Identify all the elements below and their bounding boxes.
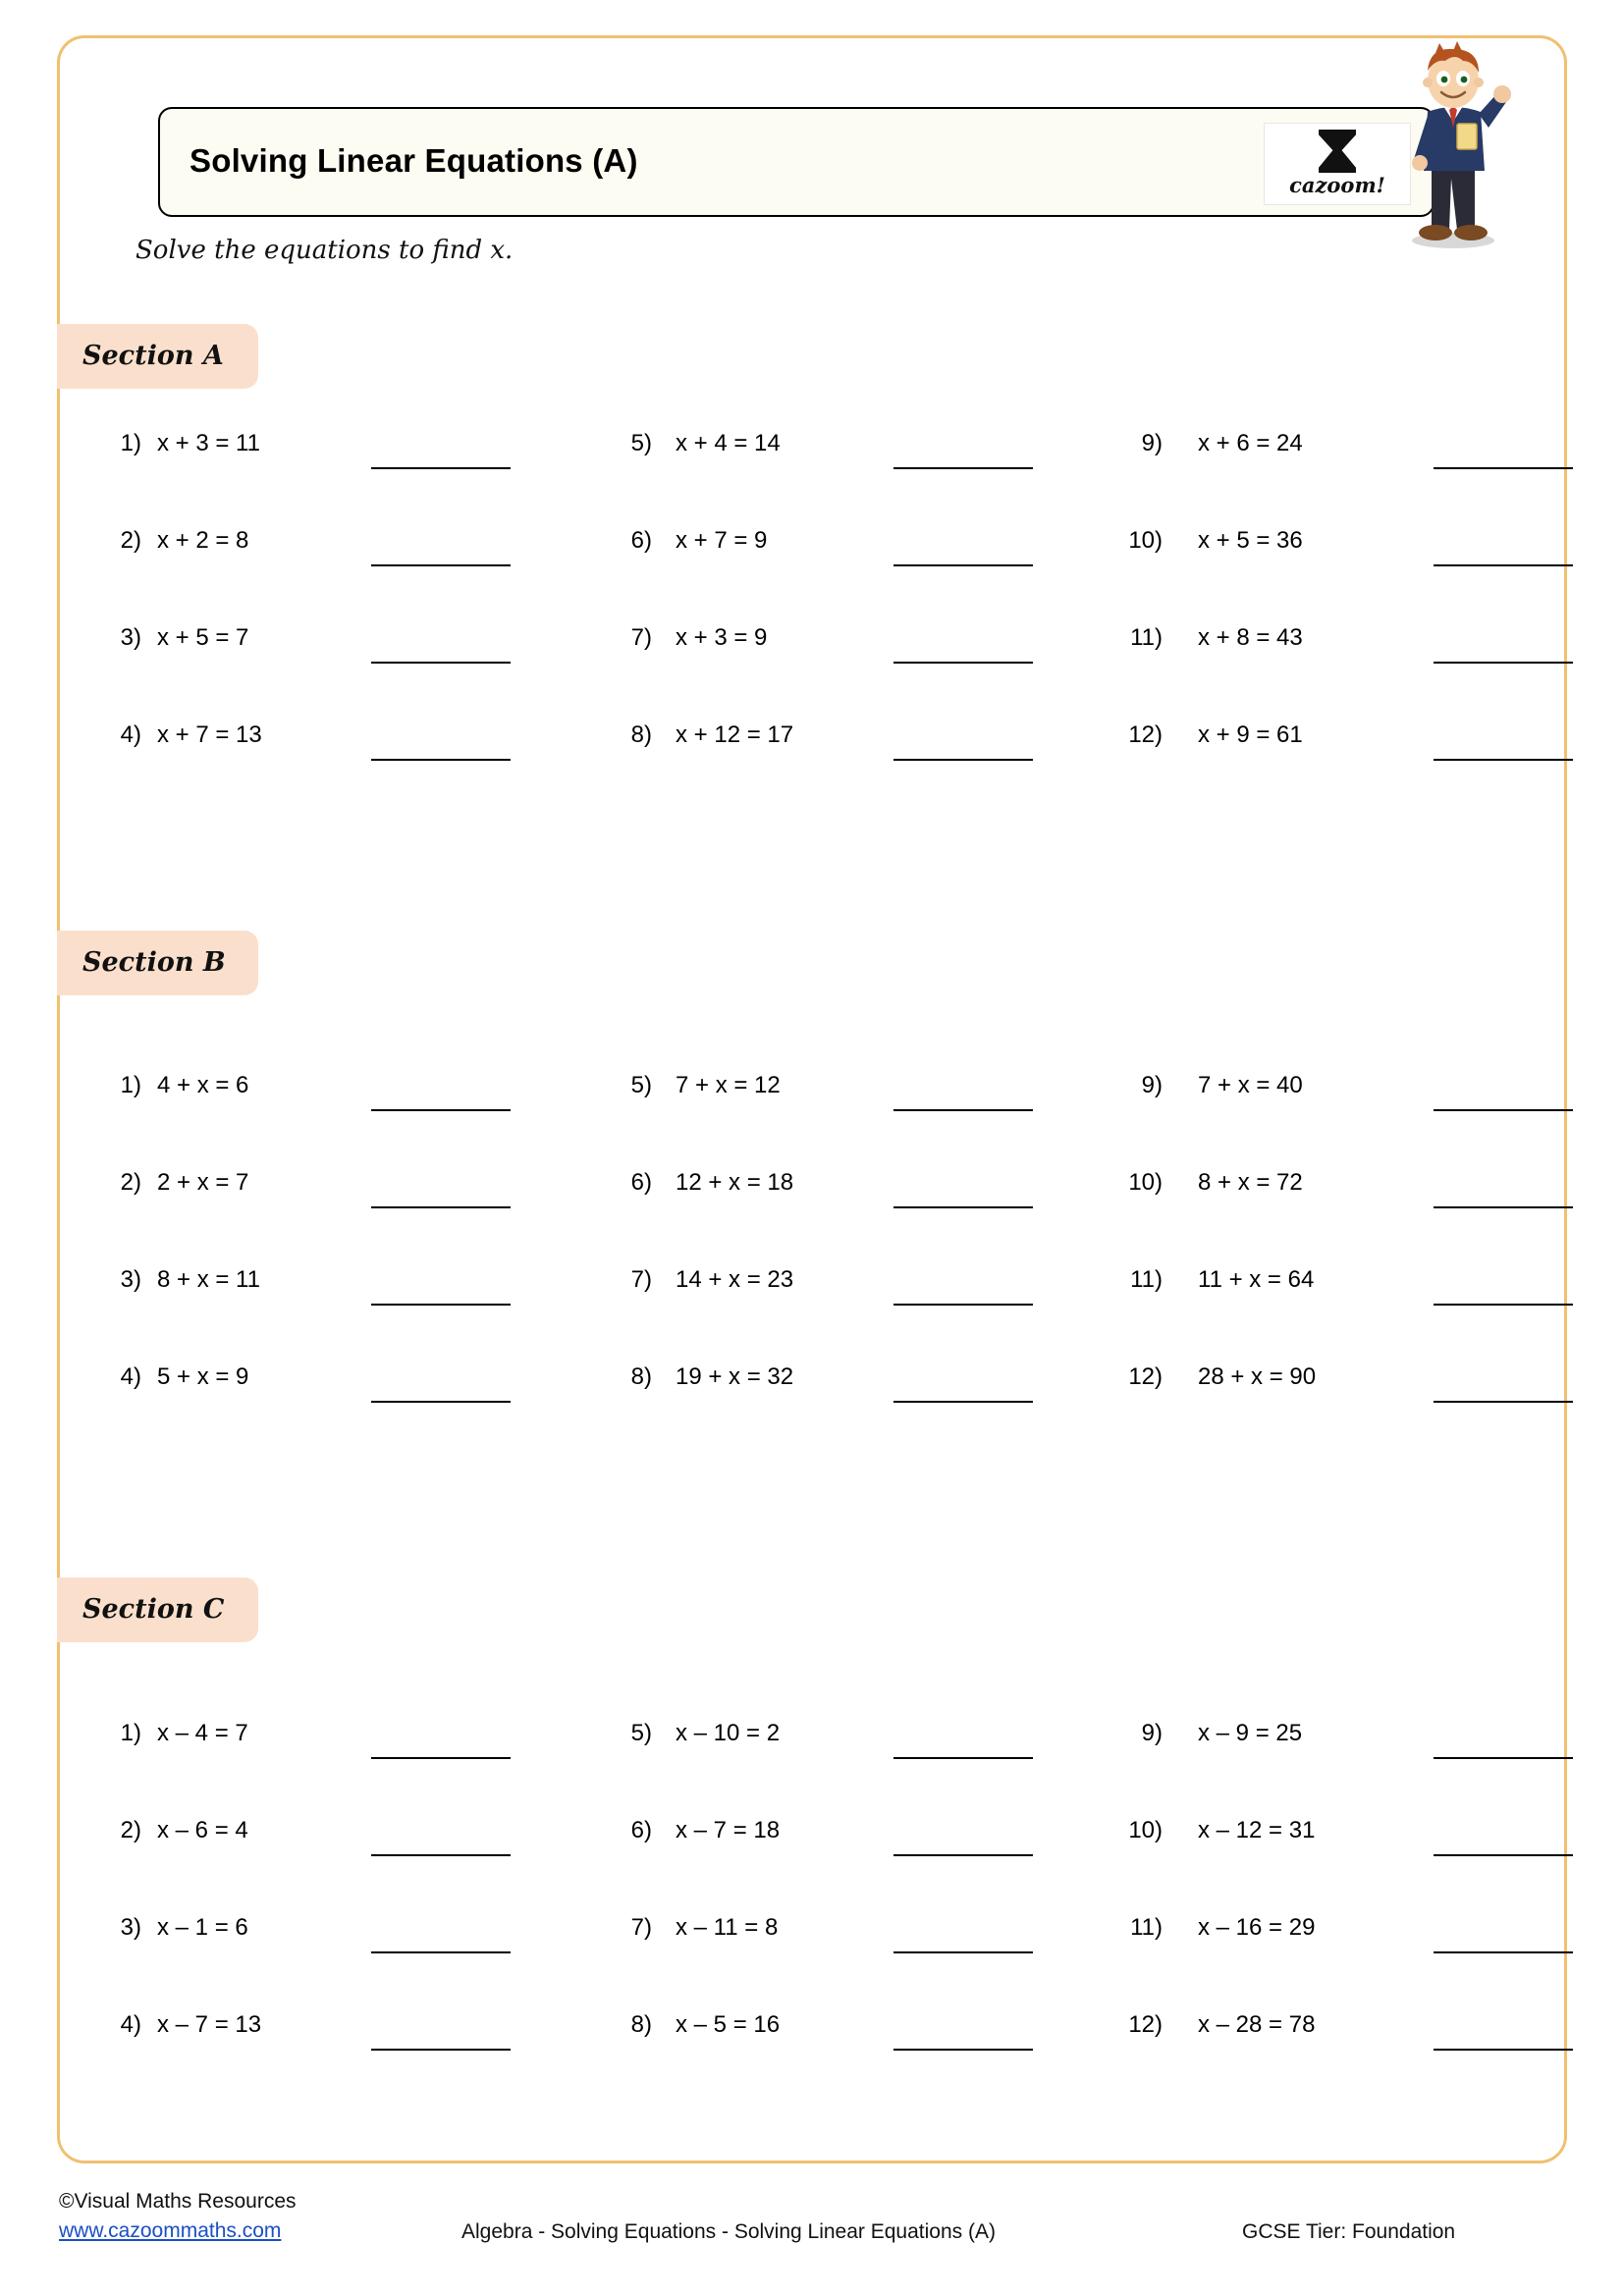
question-item bbox=[599, 2011, 1060, 2109]
answer-line[interactable] bbox=[1434, 2049, 1573, 2051]
answer-line[interactable] bbox=[1434, 1206, 1573, 1208]
question-equation: x – 5 = 16 bbox=[676, 2011, 781, 2038]
question-equation: x – 11 = 8 bbox=[676, 1914, 779, 1941]
section-label: Section C bbox=[82, 1594, 225, 1625]
answer-line[interactable] bbox=[893, 759, 1033, 761]
answer-line[interactable] bbox=[893, 1109, 1033, 1111]
question-item bbox=[88, 1266, 550, 1363]
question-number: 2) bbox=[120, 1169, 141, 1196]
question-column bbox=[1110, 430, 1571, 819]
question-equation: x + 3 = 9 bbox=[676, 624, 768, 651]
question-number: 12) bbox=[1128, 721, 1163, 748]
question-item bbox=[88, 1720, 550, 1817]
answer-line[interactable] bbox=[371, 2049, 511, 2051]
question-item bbox=[599, 527, 1060, 624]
answer-line[interactable] bbox=[1434, 662, 1573, 664]
question-item bbox=[599, 1720, 1060, 1817]
answer-line[interactable] bbox=[1434, 1951, 1573, 1953]
question-equation: 7 + x = 40 bbox=[1198, 1072, 1303, 1098]
question-item bbox=[1110, 1914, 1571, 2011]
question-number: 4) bbox=[120, 1363, 141, 1390]
question-equation: x – 10 = 2 bbox=[676, 1720, 781, 1746]
worksheet-title-bar bbox=[158, 107, 1435, 217]
question-number: 9) bbox=[1141, 430, 1163, 456]
answer-line[interactable] bbox=[893, 564, 1033, 566]
question-item bbox=[88, 527, 550, 624]
section-label: Section A bbox=[82, 341, 224, 371]
question-equation: x – 4 = 7 bbox=[157, 1720, 248, 1746]
question-column bbox=[599, 1072, 1060, 1461]
answer-line[interactable] bbox=[371, 1854, 511, 1856]
question-number: 6) bbox=[630, 527, 652, 554]
question-item bbox=[599, 624, 1060, 721]
answer-line[interactable] bbox=[371, 1951, 511, 1953]
section-header-a bbox=[57, 324, 258, 389]
question-item bbox=[88, 1169, 550, 1266]
section-header-b bbox=[57, 931, 258, 995]
question-item bbox=[1110, 527, 1571, 624]
footer-tier: GCSE Tier: Foundation bbox=[1242, 2220, 1456, 2243]
question-number: 10) bbox=[1128, 1817, 1163, 1843]
question-number: 10) bbox=[1128, 527, 1163, 554]
question-equation: 12 + x = 18 bbox=[676, 1169, 794, 1196]
cazoom-hourglass-icon bbox=[1319, 130, 1356, 173]
footer-left bbox=[59, 2187, 297, 2246]
question-number: 3) bbox=[120, 624, 141, 651]
question-equation: x – 7 = 18 bbox=[676, 1817, 781, 1843]
answer-line[interactable] bbox=[371, 1401, 511, 1403]
question-column bbox=[1110, 1720, 1571, 2109]
question-number: 2) bbox=[120, 527, 141, 554]
question-number: 7) bbox=[630, 1266, 652, 1293]
question-number: 11) bbox=[1130, 624, 1163, 651]
question-number: 3) bbox=[120, 1266, 141, 1293]
answer-line[interactable] bbox=[893, 1401, 1033, 1403]
question-item bbox=[88, 1363, 550, 1461]
answer-line[interactable] bbox=[893, 1757, 1033, 1759]
question-number: 8) bbox=[630, 721, 652, 748]
question-item bbox=[88, 1914, 550, 2011]
website-link[interactable]: www.cazoommaths.com bbox=[59, 2219, 282, 2242]
question-item bbox=[88, 2011, 550, 2109]
answer-line[interactable] bbox=[371, 759, 511, 761]
answer-line[interactable] bbox=[1434, 467, 1573, 469]
question-equation: x – 28 = 78 bbox=[1198, 2011, 1316, 2038]
question-number: 4) bbox=[120, 2011, 141, 2038]
question-item bbox=[1110, 1266, 1571, 1363]
question-item bbox=[1110, 2011, 1571, 2109]
question-number: 4) bbox=[120, 721, 141, 748]
question-equation: x + 7 = 13 bbox=[157, 721, 262, 748]
question-equation: x + 2 = 8 bbox=[157, 527, 249, 554]
page-title: Solving Linear Equations (A) bbox=[189, 142, 638, 179]
question-item bbox=[599, 1266, 1060, 1363]
question-number: 10) bbox=[1128, 1169, 1163, 1196]
answer-line[interactable] bbox=[371, 1109, 511, 1111]
question-item bbox=[1110, 721, 1571, 819]
question-number: 9) bbox=[1141, 1072, 1163, 1098]
answer-line[interactable] bbox=[893, 1951, 1033, 1953]
answer-line[interactable] bbox=[1434, 1304, 1573, 1306]
answer-line[interactable] bbox=[371, 1757, 511, 1759]
answer-line[interactable] bbox=[371, 662, 511, 664]
instruction-text: Solve the equations to find x. bbox=[135, 236, 514, 265]
question-equation: 7 + x = 12 bbox=[676, 1072, 781, 1098]
question-number: 8) bbox=[630, 1363, 652, 1390]
question-item bbox=[1110, 1072, 1571, 1169]
question-equation: x + 9 = 61 bbox=[1198, 721, 1303, 748]
answer-line[interactable] bbox=[893, 467, 1033, 469]
question-number: 1) bbox=[120, 1072, 141, 1098]
question-equation: 8 + x = 72 bbox=[1198, 1169, 1303, 1196]
question-equation: x + 6 = 24 bbox=[1198, 430, 1303, 456]
question-equation: x – 9 = 25 bbox=[1198, 1720, 1303, 1746]
answer-line[interactable] bbox=[893, 2049, 1033, 2051]
question-equation: 14 + x = 23 bbox=[676, 1266, 794, 1293]
answer-line[interactable] bbox=[1434, 1109, 1573, 1111]
question-equation: x + 5 = 7 bbox=[157, 624, 249, 651]
question-item bbox=[599, 1914, 1060, 2011]
question-item bbox=[599, 1363, 1060, 1461]
question-equation: 28 + x = 90 bbox=[1198, 1363, 1317, 1390]
question-equation: 8 + x = 11 bbox=[157, 1266, 260, 1293]
question-equation: x + 12 = 17 bbox=[676, 721, 794, 748]
question-item bbox=[599, 1072, 1060, 1169]
question-number: 1) bbox=[120, 1720, 141, 1746]
question-item bbox=[1110, 1720, 1571, 1817]
question-number: 5) bbox=[630, 1720, 652, 1746]
footer-breadcrumb: Algebra - Solving Equations - Solving Linear Equations (A) bbox=[461, 2220, 996, 2243]
section-header-c bbox=[57, 1577, 258, 1642]
answer-line[interactable] bbox=[893, 662, 1033, 664]
answer-line[interactable] bbox=[893, 1854, 1033, 1856]
question-item bbox=[599, 721, 1060, 819]
question-item bbox=[599, 430, 1060, 527]
question-number: 6) bbox=[630, 1817, 652, 1843]
question-item bbox=[1110, 430, 1571, 527]
question-item bbox=[599, 1169, 1060, 1266]
question-number: 9) bbox=[1141, 1720, 1163, 1746]
question-item bbox=[88, 1817, 550, 1914]
question-column bbox=[88, 430, 550, 819]
question-number: 11) bbox=[1130, 1914, 1163, 1941]
copyright-text: ©Visual Maths Resources bbox=[59, 2190, 297, 2213]
question-number: 8) bbox=[630, 2011, 652, 2038]
question-equation: x + 7 = 9 bbox=[676, 527, 768, 554]
answer-line[interactable] bbox=[1434, 564, 1573, 566]
question-item bbox=[88, 721, 550, 819]
question-equation: x + 8 = 43 bbox=[1198, 624, 1303, 651]
answer-line[interactable] bbox=[1434, 759, 1573, 761]
cazoom-logo-text: cazoom! bbox=[1289, 173, 1385, 197]
answer-line[interactable] bbox=[893, 1206, 1033, 1208]
question-number: 5) bbox=[630, 1072, 652, 1098]
question-item bbox=[1110, 624, 1571, 721]
question-column bbox=[88, 1072, 550, 1461]
answer-line[interactable] bbox=[1434, 1757, 1573, 1759]
question-number: 5) bbox=[630, 430, 652, 456]
question-equation: x – 6 = 4 bbox=[157, 1817, 248, 1843]
question-equation: x – 7 = 13 bbox=[157, 2011, 262, 2038]
cazoom-logo bbox=[1264, 123, 1411, 205]
answer-line[interactable] bbox=[371, 1206, 511, 1208]
question-equation: x + 5 = 36 bbox=[1198, 527, 1303, 554]
question-equation: 2 + x = 7 bbox=[157, 1169, 249, 1196]
question-equation: x – 16 = 29 bbox=[1198, 1914, 1316, 1941]
question-item bbox=[1110, 1363, 1571, 1461]
question-equation: x + 3 = 11 bbox=[157, 430, 260, 456]
question-column bbox=[88, 1720, 550, 2109]
question-number: 6) bbox=[630, 1169, 652, 1196]
question-item bbox=[88, 430, 550, 527]
question-column bbox=[1110, 1072, 1571, 1461]
question-number: 1) bbox=[120, 430, 141, 456]
question-column bbox=[599, 430, 1060, 819]
question-item bbox=[1110, 1817, 1571, 1914]
question-number: 3) bbox=[120, 1914, 141, 1941]
question-item bbox=[1110, 1169, 1571, 1266]
question-number: 2) bbox=[120, 1817, 141, 1843]
question-equation: 4 + x = 6 bbox=[157, 1072, 249, 1098]
answer-line[interactable] bbox=[1434, 1401, 1573, 1403]
question-number: 12) bbox=[1128, 1363, 1163, 1390]
question-number: 7) bbox=[630, 1914, 652, 1941]
question-number: 7) bbox=[630, 624, 652, 651]
answer-line[interactable] bbox=[893, 1304, 1033, 1306]
answer-line[interactable] bbox=[371, 564, 511, 566]
answer-line[interactable] bbox=[371, 1304, 511, 1306]
question-number: 12) bbox=[1128, 2011, 1163, 2038]
question-equation: x – 1 = 6 bbox=[157, 1914, 248, 1941]
question-item bbox=[88, 1072, 550, 1169]
student-mascot-illustration bbox=[1392, 41, 1520, 252]
question-equation: x – 12 = 31 bbox=[1198, 1817, 1316, 1843]
question-equation: 5 + x = 9 bbox=[157, 1363, 249, 1390]
answer-line[interactable] bbox=[1434, 1854, 1573, 1856]
question-equation: 19 + x = 32 bbox=[676, 1363, 794, 1390]
question-item bbox=[599, 1817, 1060, 1914]
question-equation: x + 4 = 14 bbox=[676, 430, 781, 456]
question-column bbox=[599, 1720, 1060, 2109]
answer-line[interactable] bbox=[371, 467, 511, 469]
question-number: 11) bbox=[1130, 1266, 1163, 1293]
section-label: Section B bbox=[82, 947, 226, 978]
question-equation: 11 + x = 64 bbox=[1198, 1266, 1315, 1293]
question-item bbox=[88, 624, 550, 721]
